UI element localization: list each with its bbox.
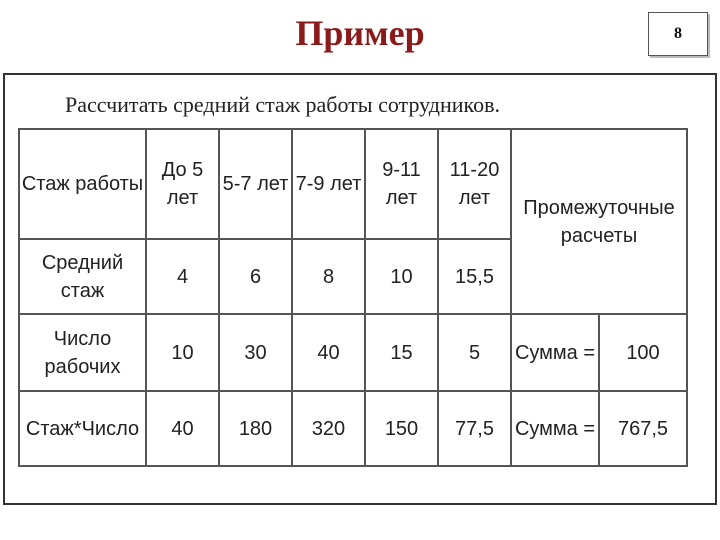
sum-value-cell: 767,5 [599,391,687,466]
table-row [19,391,687,466]
table-cell: 40 [146,391,219,466]
task-subtitle: Рассчитать средний стаж работы сотрудников. [65,92,500,117]
header-label-cell: Стаж работы [19,129,146,239]
table-cell: 40 [292,314,365,391]
table-cell: 180 [219,391,292,466]
slide-title: Пример [295,13,425,53]
row-label-cell: Средний стаж [19,239,146,314]
header-col-cell: 11-20 лет [438,129,511,239]
table-cell: 5 [438,314,511,391]
intermediate-calculations-header: Промежуточные расчеты [511,129,687,314]
table-cell: 15,5 [438,239,511,314]
experience-table [18,128,688,467]
table-cell: 10 [365,239,438,314]
table-cell: 6 [219,239,292,314]
header-col-cell: До 5 лет [146,129,219,239]
table-cell: 4 [146,239,219,314]
table-cell: 15 [365,314,438,391]
sum-label-cell: Сумма = [511,391,599,466]
header-col-cell: 7-9 лет [292,129,365,239]
row-label-cell: Число рабочих [19,314,146,391]
table-header-row [19,129,687,239]
sum-value-cell: 100 [599,314,687,391]
table-cell: 320 [292,391,365,466]
table-cell: 10 [146,314,219,391]
table-cell: 150 [365,391,438,466]
header-col-cell: 5-7 лет [219,129,292,239]
table-cell: 30 [219,314,292,391]
table-cell: 8 [292,239,365,314]
slide-number-badge: 8 [648,12,708,56]
table-row [19,314,687,391]
table-cell: 77,5 [438,391,511,466]
sum-label-cell: Сумма = [511,314,599,391]
row-label-cell: Стаж*Число [19,391,146,466]
header-col-cell: 9-11 лет [365,129,438,239]
